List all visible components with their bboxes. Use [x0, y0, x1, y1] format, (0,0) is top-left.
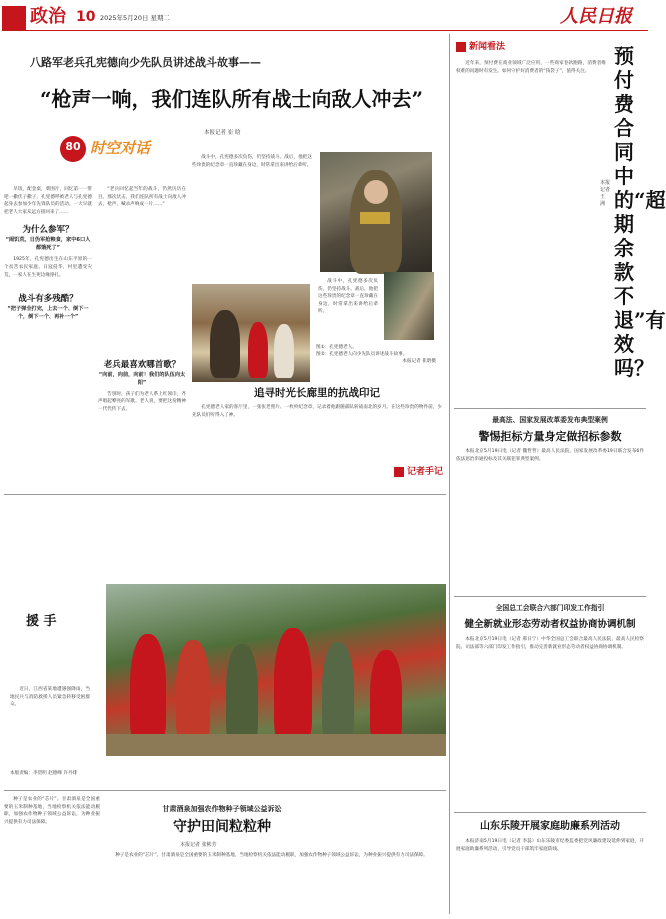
procurator-body-right [106, 852, 444, 914]
item2-body [456, 636, 644, 808]
issue-date: 2025年5月20日 星期二 [100, 14, 171, 22]
quote-why-join: “闹饥荒，日伪军抢粮食，家中6口人都饿死了” [5, 237, 91, 252]
lead-captions [316, 344, 436, 365]
lead-headline: “枪声一响，我们连队所有战士向敌人冲去” [40, 87, 424, 111]
photo-veteran-children [192, 284, 310, 382]
item1-paragraph: 本报北京5月19日电（记者 魏哲哲）最高人民法院、国家发展改革委19日联合发布6件依法惩治串通投标及其关联犯罪典型案例。 [456, 449, 644, 462]
item1-kicker: 最高法、国家发展改革委发布典型案例 [492, 416, 608, 424]
item3-body [456, 838, 644, 914]
quote-favorite-song: “向前，向前，向前！我们的队伍向太阳” [98, 371, 186, 386]
reporter-note-label: 记者手记 [407, 467, 444, 477]
procurator-body-left [4, 796, 100, 914]
logo-title: 时空对话 [90, 139, 151, 157]
photo-veteran-portrait [320, 152, 432, 272]
item1-headline: 警惕拒标方量身定做招标参数 [478, 430, 622, 443]
rescue-title: 援 手 [26, 614, 57, 629]
section-name: 政治 [30, 6, 66, 27]
collage-paragraph: 孔宪德老人家的客厅里，一张张老照片、一枚枚纪念章，记录着他跟随部队转战南北的岁月。在这些珍贵的物件前，少先队员们听得入了神。 [192, 405, 442, 418]
item1-body [456, 448, 644, 590]
lead-col2-para1: “老兵回忆起当年的战斗，仍然历历在目。那次伏击，我们连队所有战士向敌人冲去，枪声、喊杀声响成一片……” [98, 187, 186, 208]
collage-title: 追寻时光长廊里的抗战印记 [254, 387, 380, 399]
procurator-headline: 守护田间粒粒种 [173, 819, 271, 835]
item2-headline: 健全新就业形态劳动者权益协商协调机制 [464, 619, 636, 630]
procurator-byline: 本报记者 张彬芳 [180, 842, 217, 848]
lead-col2-para2: 告别时，孩子们为老人系上红领巾，齐声唱起嘹亮的军歌。老人说，要把这份精神一代代传下去。 [98, 391, 186, 412]
lead-bottom-rule [4, 494, 446, 495]
logo-number: 80 [65, 140, 81, 153]
photo-history-collage [384, 272, 434, 340]
lead-col4 [318, 278, 378, 336]
lower-rule [4, 790, 446, 791]
item2-kicker: 全国总工会联合六部门印发工作指引 [495, 604, 605, 612]
subhead-battle: 战斗有多残酷？ [18, 294, 78, 305]
section-tab [2, 6, 26, 30]
news-view-logo [456, 40, 546, 56]
quote-battle: “把子弹全打完，上去一个、倒下一个，倒下一个、再补一个” [7, 306, 89, 321]
right-column-rule [449, 34, 450, 914]
header-rule [2, 30, 648, 31]
reporter-note-logo [394, 466, 454, 480]
news-view-paragraph: 近年来，预付费在商业领域广泛应用，一些商家卷款跑路，消费者维权难的问题时有发生。如何守护好消费者的“钱袋子”，值得关注。 [456, 61, 606, 74]
item3-headline: 山东乐陵开展家庭助廉系列活动 [480, 821, 620, 832]
lead-kicker: 八路军老兵孔宪德向少先队员讲述战斗故事—— [30, 56, 261, 69]
photo-credit: 本报记者 崔晗摄 [402, 359, 436, 364]
right-rule-1 [454, 408, 646, 409]
subhead-favorite-song: 老兵最喜欢哪首歌？ [103, 359, 181, 370]
lead-col1-para2: 1925年，孔宪德出生在山东平原的一个贫苦农民家庭。日寇侵华，村里遭受灾荒，一家人在生死边缘挣扎。 [4, 257, 92, 278]
procurator-paragraph-right: 种子是农业的“芯片”。甘肃酒泉是全国重要的玉米制种基地，当地检察机关依法能动履职，加强农作物种子领域公益诉讼，为种业振兴提供有力司法保障。 [115, 853, 428, 858]
lead-col1 [4, 186, 92, 488]
commentary-byline: 本报记者 王 洲 [600, 180, 611, 207]
masthead-logo: 人民日报 [560, 6, 632, 27]
caption-2: 图②：孔宪德老人向少先队员讲述战斗故事。 [316, 352, 408, 357]
time-dialogue-logo [60, 132, 190, 168]
procurator-kicker: 甘肃酒泉加强农作物种子领域公益诉讼 [162, 805, 282, 813]
lead-col3-para1: 战斗中，孔宪德多次负伤，仍坚持战斗。战后，他把这些珍贵的纪念章一直珍藏在身边，时常拿出来讲给后辈听。 [192, 155, 312, 168]
caption-1: 图①：孔宪德老人。 [316, 345, 357, 350]
collage-text [192, 404, 442, 462]
news-view-label: 新闻看法 [469, 42, 506, 52]
photo-flood-rescue [106, 584, 446, 756]
lead-col4-para: 战斗中，孔宪德多次负伤，仍坚持战斗。战后，他把这些珍贵的纪念章一直珍藏在身边，时常拿出来讲给后辈听。 [318, 279, 378, 315]
commentary-headline: 预付费合同中的“超期余款不退”有效吗？ [614, 44, 666, 380]
item2-paragraph: 本报北京5月19日电（记者 郝日宁）中华全国总工会联合最高人民法院、最高人民检察院、司法部等六部门印发工作指引，推动完善新就业形态劳动者权益协商协调机制。 [456, 637, 644, 650]
procurator-paragraph-left: 种子是农业的“芯片”。甘肃酒泉是全国重要的玉米制种基地，当地检察机关依法能动履职，加强农作物种子领域公益诉讼，为种业振兴提供有力司法保障。 [4, 797, 100, 825]
page-number: 10 [76, 9, 96, 25]
lead-col2 [98, 186, 186, 488]
page-header [0, 0, 650, 34]
lead-col1-para1: 早饭，配金桌，菜围片，回忆第一一带吧一撒伏子撒子，孔宪德呼被老人与孔宪德起身去参加少年先锋队员的活动。一大早就把老人大家从远方接回来了…… [4, 187, 92, 215]
right-rule-3 [454, 812, 646, 813]
right-rule-2 [454, 596, 646, 597]
news-view-body [456, 60, 606, 404]
lead-byline: 本报记者 崔 晗 [204, 130, 241, 136]
lead-col3 [192, 154, 312, 280]
item3-paragraph: 本报济南5月19日电（记者 李蕊）山东乐陵市纪委监委把党风廉政建设延伸到家庭，开展家庭助廉系列活动，引导党员干部筑牢家庭防线。 [456, 839, 644, 852]
rescue-caption-text: 近日，江西省某地遭遇强降雨，当地民兵与消防救援人员紧急转移受困群众。 [10, 687, 90, 708]
rescue-editors: 本版责编：李贺明 赵德峰 许丹绯 [10, 771, 78, 776]
subhead-why-join: 为什么参军？ [22, 225, 74, 236]
rescue-caption [10, 686, 90, 766]
